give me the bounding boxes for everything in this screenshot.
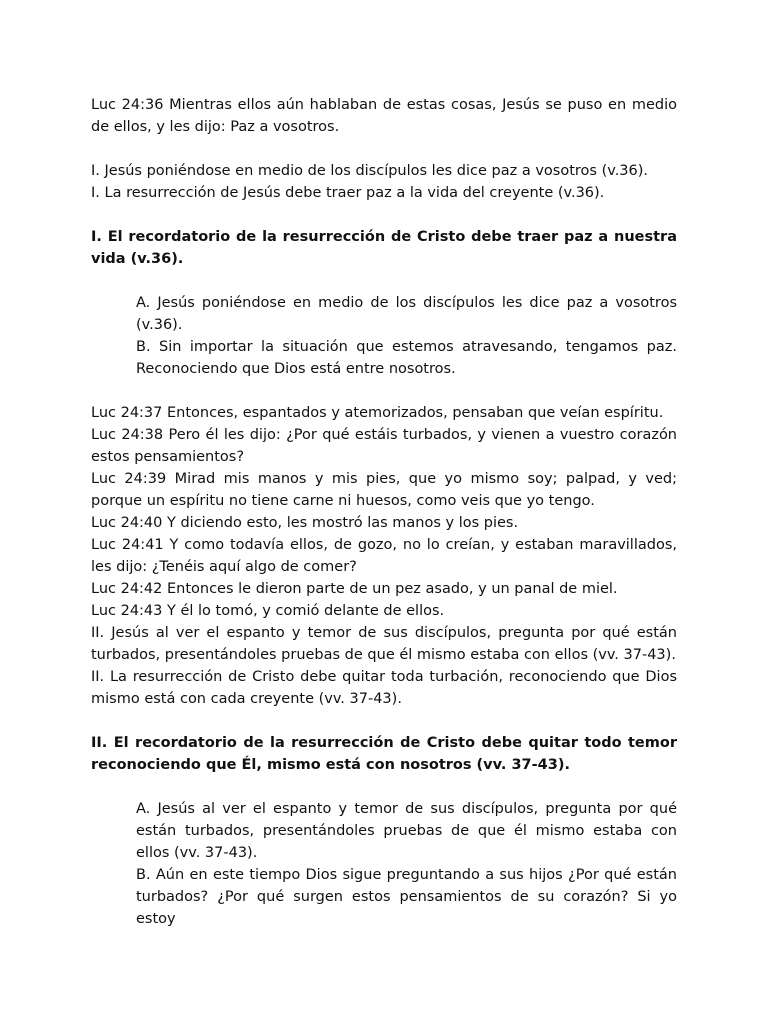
document-page [91,94,677,930]
paragraph: Luc 24:42 Entonces le dieron parte de un pez asado, y un panal de miel. [91,581,618,597]
paragraph-spacer [91,204,677,226]
paragraph: II. La resurrección de Cristo debe quitar toda turbación, reconociendo que Dios mismo está con cada creyente (vv. 37-43). [91,669,677,707]
paragraph-spacer [91,380,677,402]
sub-point: A. Jesús al ver el espanto y temor de sus discípulos, pregunta por qué están turbados, presentándoles pruebas de que él mismo estaba con ellos (vv. 37-43). [136,801,677,861]
paragraph: Luc 24:37 Entonces, espantados y atemorizados, pensaban que veían espíritu. [91,405,664,421]
sub-point: B. Aún en este tiempo Dios sigue preguntando a sus hijos ¿Por qué están turbados? ¿Por qué surgen estos pensamientos de su corazón? Si yo estoy [136,867,677,927]
sub-point: B. Sin importar la situación que estemos atravesando, tengamos paz. Reconociendo que Dios está entre nosotros. [136,339,677,377]
paragraph: Luc 24:41 Y como todavía ellos, de gozo, no lo creían, y estaban maravillados, les dijo: ¿Tenéis aquí algo de comer? [91,537,677,575]
paragraph: Luc 24:40 Y diciendo esto, les mostró las manos y los pies. [91,515,519,531]
section-heading: I. El recordatorio de la resurrección de Cristo debe traer paz a nuestra vida (v.36). [91,229,677,267]
paragraph-spacer [91,138,677,160]
paragraph: II. Jesús al ver el espanto y temor de sus discípulos, pregunta por qué están turbados, presentándoles pruebas de que él mismo estaba con ellos (vv. 37-43). [91,625,677,663]
paragraph: Luc 24:38 Pero él les dijo: ¿Por qué estáis turbados, y vienen a vuestro corazón estos pensamientos? [91,427,677,465]
paragraph-spacer [91,776,677,798]
paragraph: Luc 24:43 Y él lo tomó, y comió delante de ellos. [91,603,445,619]
paragraph: Luc 24:39 Mirad mis manos y mis pies, que yo mismo soy; palpad, y ved; porque un espíritu no tiene carne ni huesos, como veis que yo tengo. [91,471,677,509]
paragraph: Luc 24:36 Mientras ellos aún hablaban de estas cosas, Jesús se puso en medio de ellos, y les dijo: Paz a vosotros. [91,97,677,135]
section-heading: II. El recordatorio de la resurrección de Cristo debe quitar todo temor reconociendo que Él, mismo está con nosotros (vv. 37-43). [91,735,677,773]
paragraph: I. Jesús poniéndose en medio de los discípulos les dice paz a vosotros (v.36). [91,163,649,179]
paragraph-spacer [91,270,677,292]
paragraph: I. La resurrección de Jesús debe traer paz a la vida del creyente (v.36). [91,185,605,201]
sub-point: A. Jesús poniéndose en medio de los discípulos les dice paz a vosotros (v.36). [136,295,677,333]
paragraph-spacer [91,710,677,732]
